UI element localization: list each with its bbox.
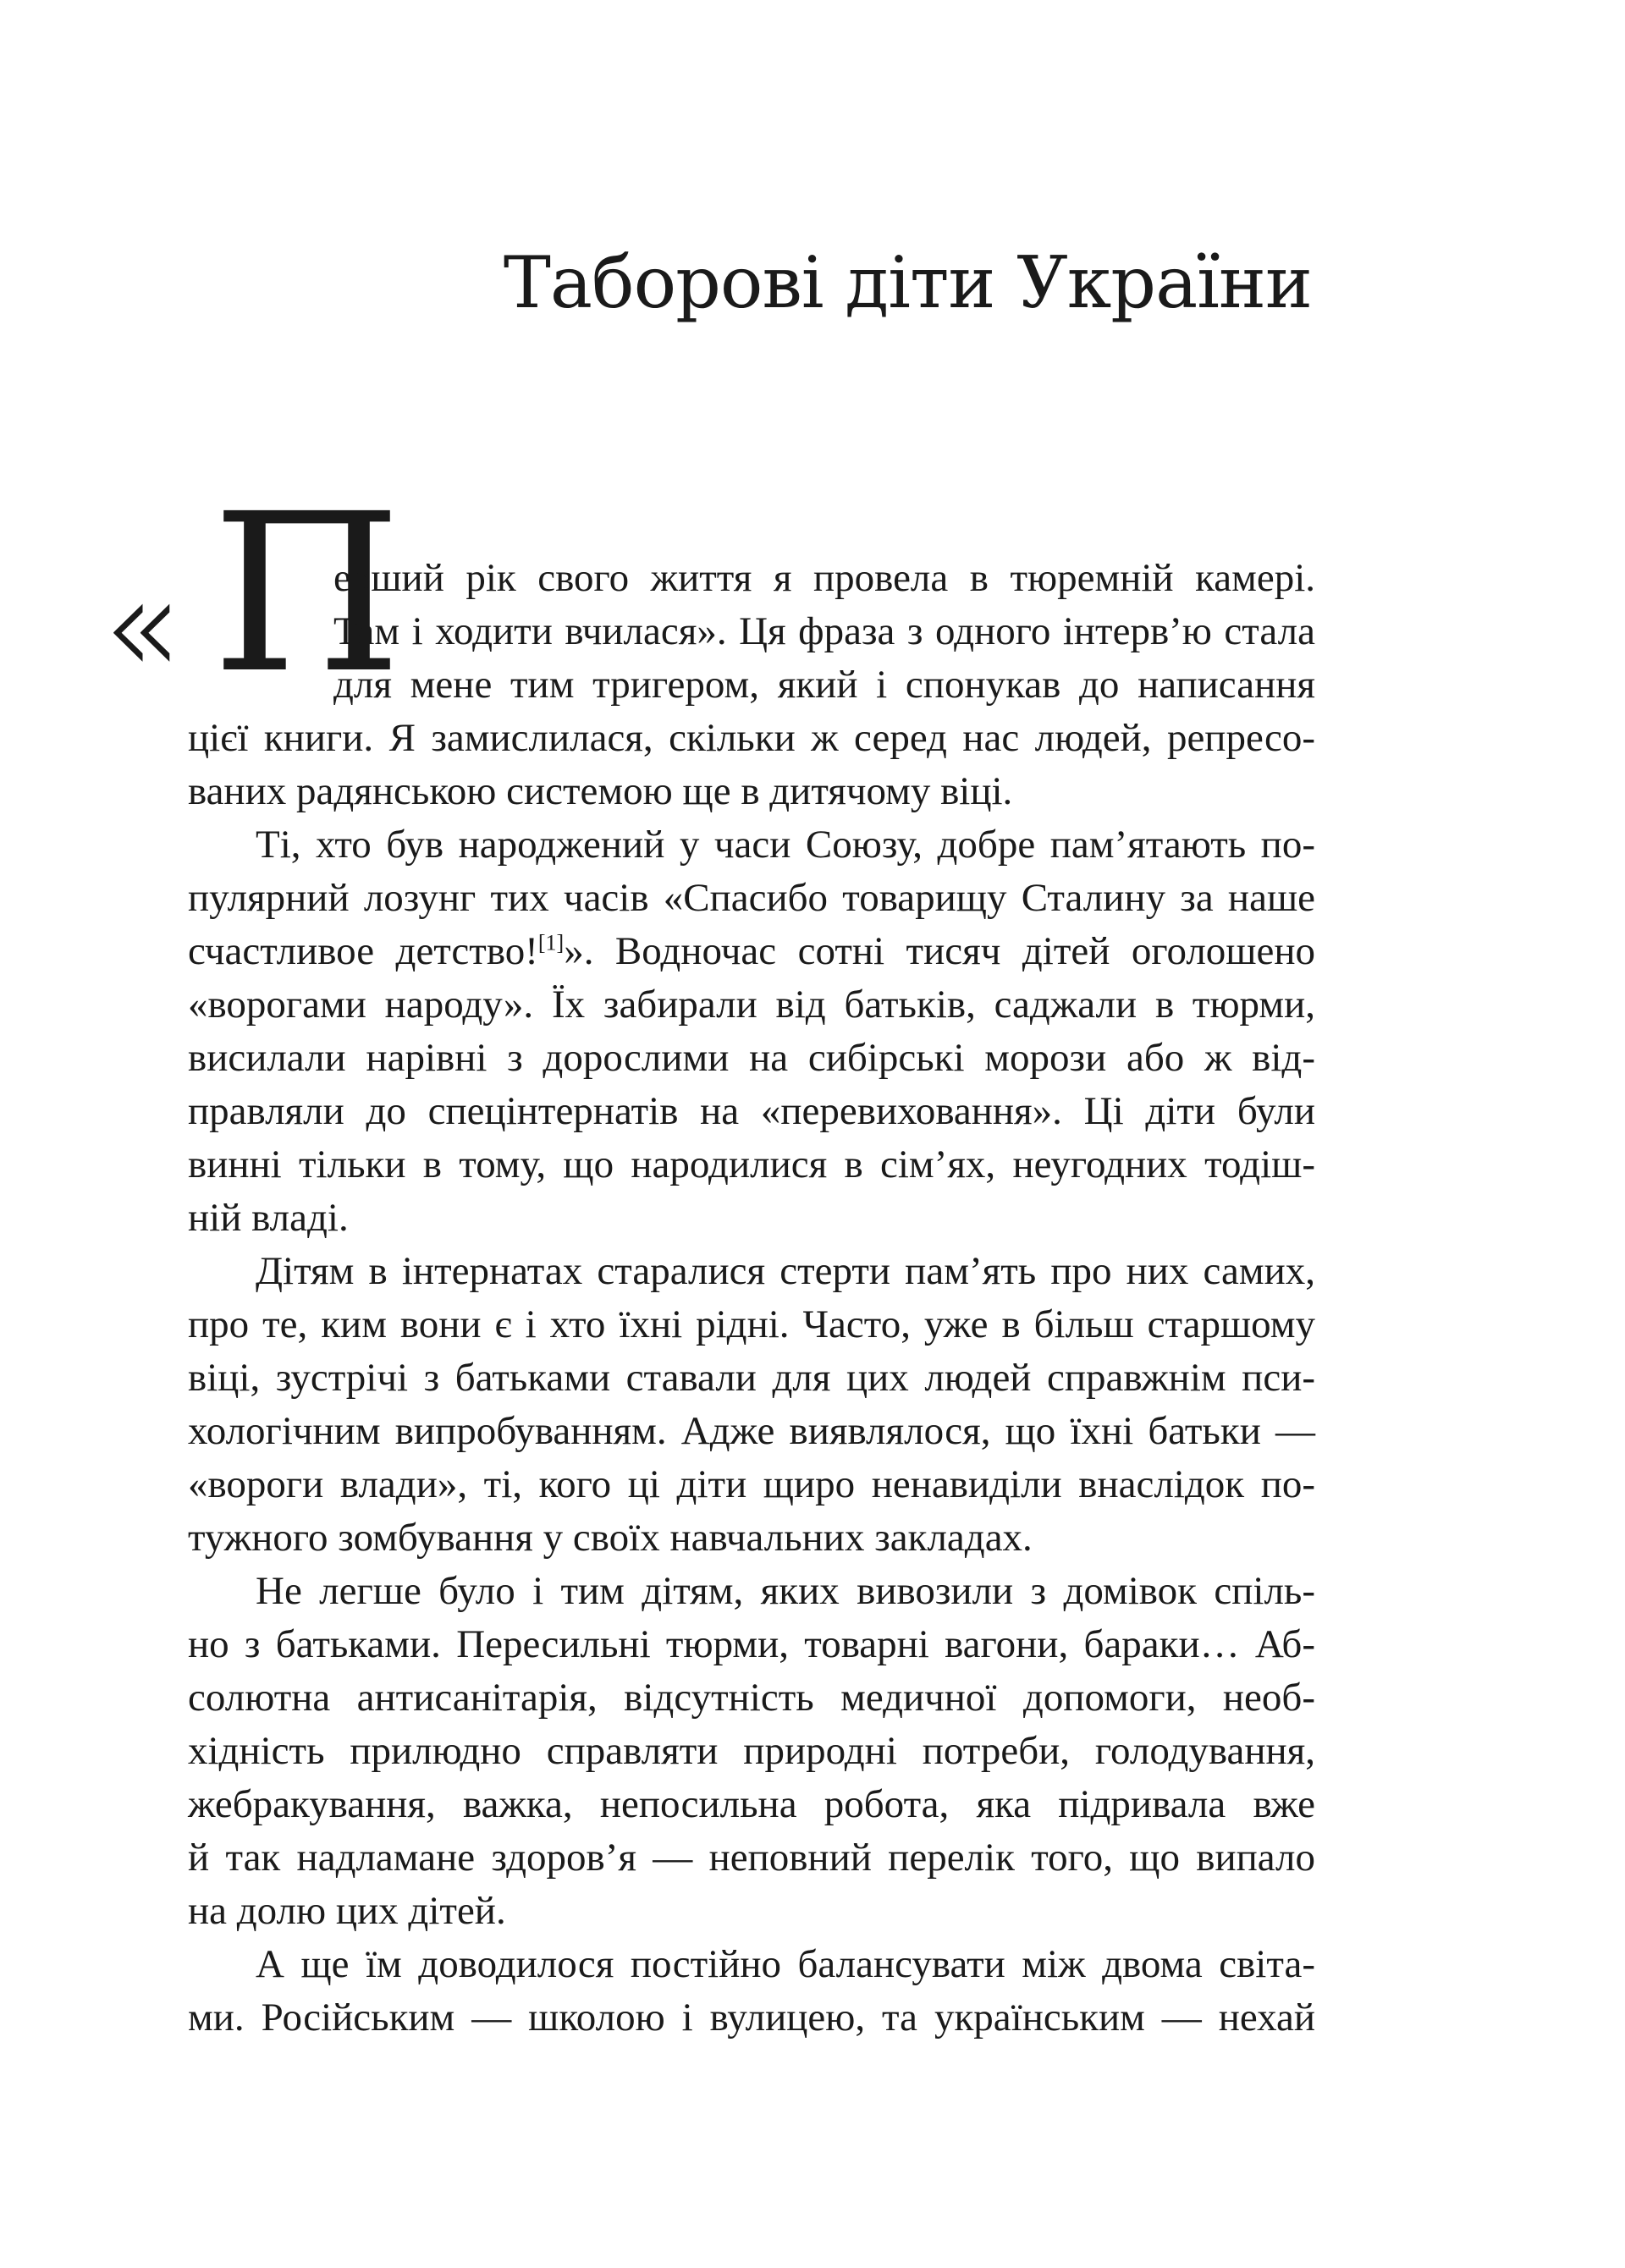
text-line: хідність прилюдно справляти природні потреби, голодування, (188, 1729, 1315, 1773)
paragraph (188, 1245, 1315, 1565)
opening-quote-mark: « (102, 545, 179, 707)
text-line: Ті, хто був народжений у часи Союзу, добре пам’ятають по- (256, 823, 1315, 867)
text-line: винні тільки в тому, що народилися в сім’ях, неугодних тодіш- (188, 1142, 1315, 1186)
text-line: ми. Російським — школою і вулицею, та українським — нехай (188, 1996, 1315, 2040)
text-line: ваних радянською системою ще в дитячому віці. (188, 769, 1013, 813)
body-text (188, 552, 1315, 2045)
chapter-title: Таборові діти України (503, 241, 1312, 324)
paragraph (188, 818, 1315, 1245)
text-line: счастливое детство![1]». Водночас сотні тисяч дітей оголошено (188, 929, 1315, 973)
text-line: висилали нарівні з дорослими на сибірські морози або ж від- (188, 1036, 1315, 1080)
text-line: на долю цих дітей. (188, 1889, 506, 1933)
text-line: для мене тим тригером, який і спонукав до написання (333, 663, 1315, 707)
text-line: про те, ким вони є і хто їхні рідні. Часто, уже в більш старшому (188, 1302, 1315, 1346)
text-line: й так надламане здоров’я — неповний перелік того, що випало (188, 1836, 1315, 1880)
text-line: Дітям в інтернатах старалися стерти пам’ять про них самих, (256, 1249, 1315, 1293)
text-line: віці, зустрічі з батьками ставали для цих людей справжнім пси- (188, 1356, 1315, 1400)
footnote-reference[interactable]: [1] (537, 930, 565, 955)
text-line: А ще їм доводилося постійно балансувати між двома світа- (256, 1942, 1315, 1986)
drop-cap: П (212, 467, 402, 721)
text-line: Не легше було і тим дітям, яких вивозили з домівок спіль- (256, 1569, 1315, 1613)
text-line: ерший рік свого життя я провела в тюремній камері. (333, 556, 1315, 600)
text-line: хологічним випробуванням. Адже виявлялося, що їхні батьки — (188, 1409, 1315, 1453)
text-line: пулярний лозунг тих часів «Спасибо товарищу Сталину за наше (188, 876, 1315, 920)
text-line: тужного зомбування у своїх навчальних закладах. (188, 1516, 1033, 1560)
text-line: солютна антисанітарія, відсутність медичної допомоги, необ- (188, 1676, 1315, 1720)
text-line: ній владі. (188, 1196, 349, 1240)
text-line: правляли до спецінтернатів на «перевиховання». Ці діти були (188, 1089, 1315, 1133)
text-line: но з батьками. Пересильні тюрми, товарні вагони, бараки… Аб- (188, 1622, 1315, 1666)
paragraph (188, 1565, 1315, 1938)
text-line: Там і ходити вчилася». Ця фраза з одного інтерв’ю стала (333, 609, 1315, 653)
paragraph (188, 1938, 1315, 2045)
paragraph (188, 552, 1315, 818)
text-line: жебракування, важка, непосильна робота, яка підривала вже (188, 1782, 1315, 1826)
text-line: цієї книги. Я замислилася, скільки ж серед нас людей, репресо- (188, 716, 1315, 760)
text-line: «вороги влади», ті, кого ці діти щиро ненавиділи внаслідок по- (188, 1462, 1315, 1506)
text-line: «ворогами народу». Їх забирали від батьків, саджали в тюрми, (188, 983, 1315, 1027)
